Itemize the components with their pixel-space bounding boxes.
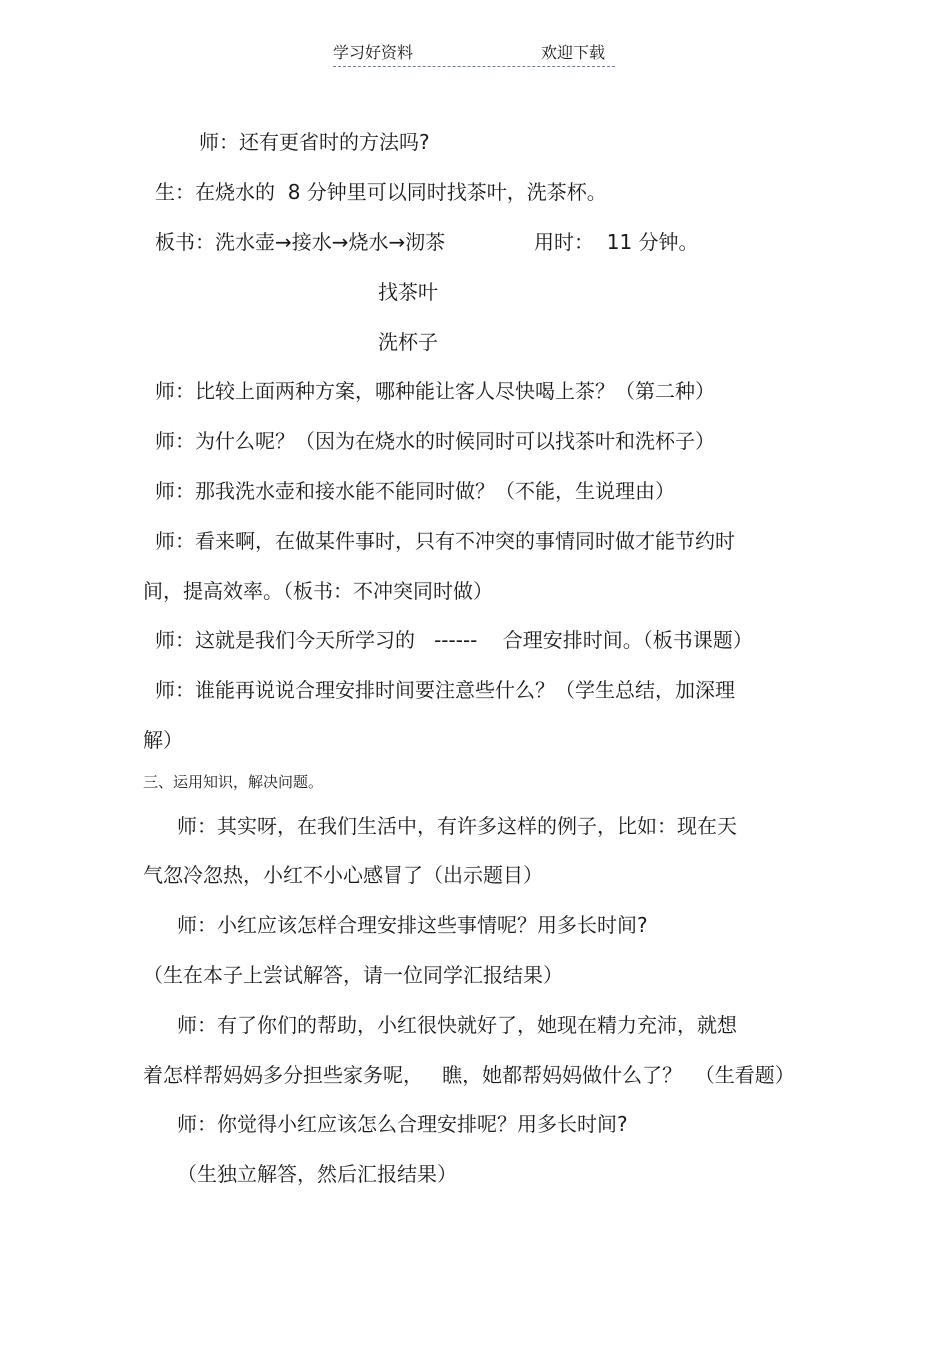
text-line: 用时： 11 分钟。 [534, 230, 699, 254]
text-line: 师：比较上面两种方案，哪种能让客人尽快喝上茶？（第二种） [155, 379, 715, 403]
text-line: 师：其实呀，在我们生活中，有许多这样的例子，比如：现在天 [177, 814, 737, 838]
text-line: 板书：洗水壶→接水→烧水→沏茶 [155, 230, 446, 254]
text-line: 师：有了你们的帮助，小红很快就好了，她现在精力充沛，就想 [177, 1013, 737, 1037]
section-heading: 三、运用知识，解决问题。 [143, 773, 324, 791]
text-line: 找茶叶 [378, 280, 438, 304]
text-line: （生在本子上尝试解答，请一位同学汇报结果） [143, 963, 563, 987]
text-line: 师：看来啊，在做某件事时，只有不冲突的事情同时做才能节约时 [155, 529, 735, 553]
text-line: 气忽冷忽热，小红不小心感冒了（出示题目） [143, 863, 543, 887]
header-right-text: 欢迎下载 [541, 43, 606, 62]
text-line: 师：还有更省时的方法吗? [199, 130, 430, 154]
text-line: 间，提高效率。（板书：不冲突同时做） [143, 579, 493, 603]
text-line: 师：这就是我们今天所学习的 ------ 合理安排时间。（板书课题） [155, 628, 753, 652]
text-line: 着怎样帮妈妈多分担些家务呢， 瞧，她都帮妈妈做什么了？ （生看题） [143, 1063, 795, 1087]
text-line: 师：为什么呢？（因为在烧水的时候同时可以找茶叶和洗杯子） [155, 429, 715, 453]
text-line: 师：你觉得小红应该怎么合理安排呢？用多长时间? [177, 1112, 628, 1136]
page-header [333, 42, 615, 67]
text-line: 洗杯子 [378, 330, 438, 354]
text-line: 生：在烧水的 8 分钟里可以同时找茶叶，洗茶杯。 [155, 180, 607, 204]
text-line: 师：那我洗水壶和接水能不能同时做？（不能，生说理由） [155, 479, 675, 503]
text-line: （生独立解答，然后汇报结果） [177, 1162, 457, 1186]
text-line: 解） [143, 728, 183, 752]
text-line: 师：谁能再说说合理安排时间要注意些什么？（学生总结，加深理 [155, 678, 735, 702]
header-left-text: 学习好资料 [333, 43, 414, 62]
text-line: 师：小红应该怎样合理安排这些事情呢？用多长时间? [177, 913, 648, 937]
